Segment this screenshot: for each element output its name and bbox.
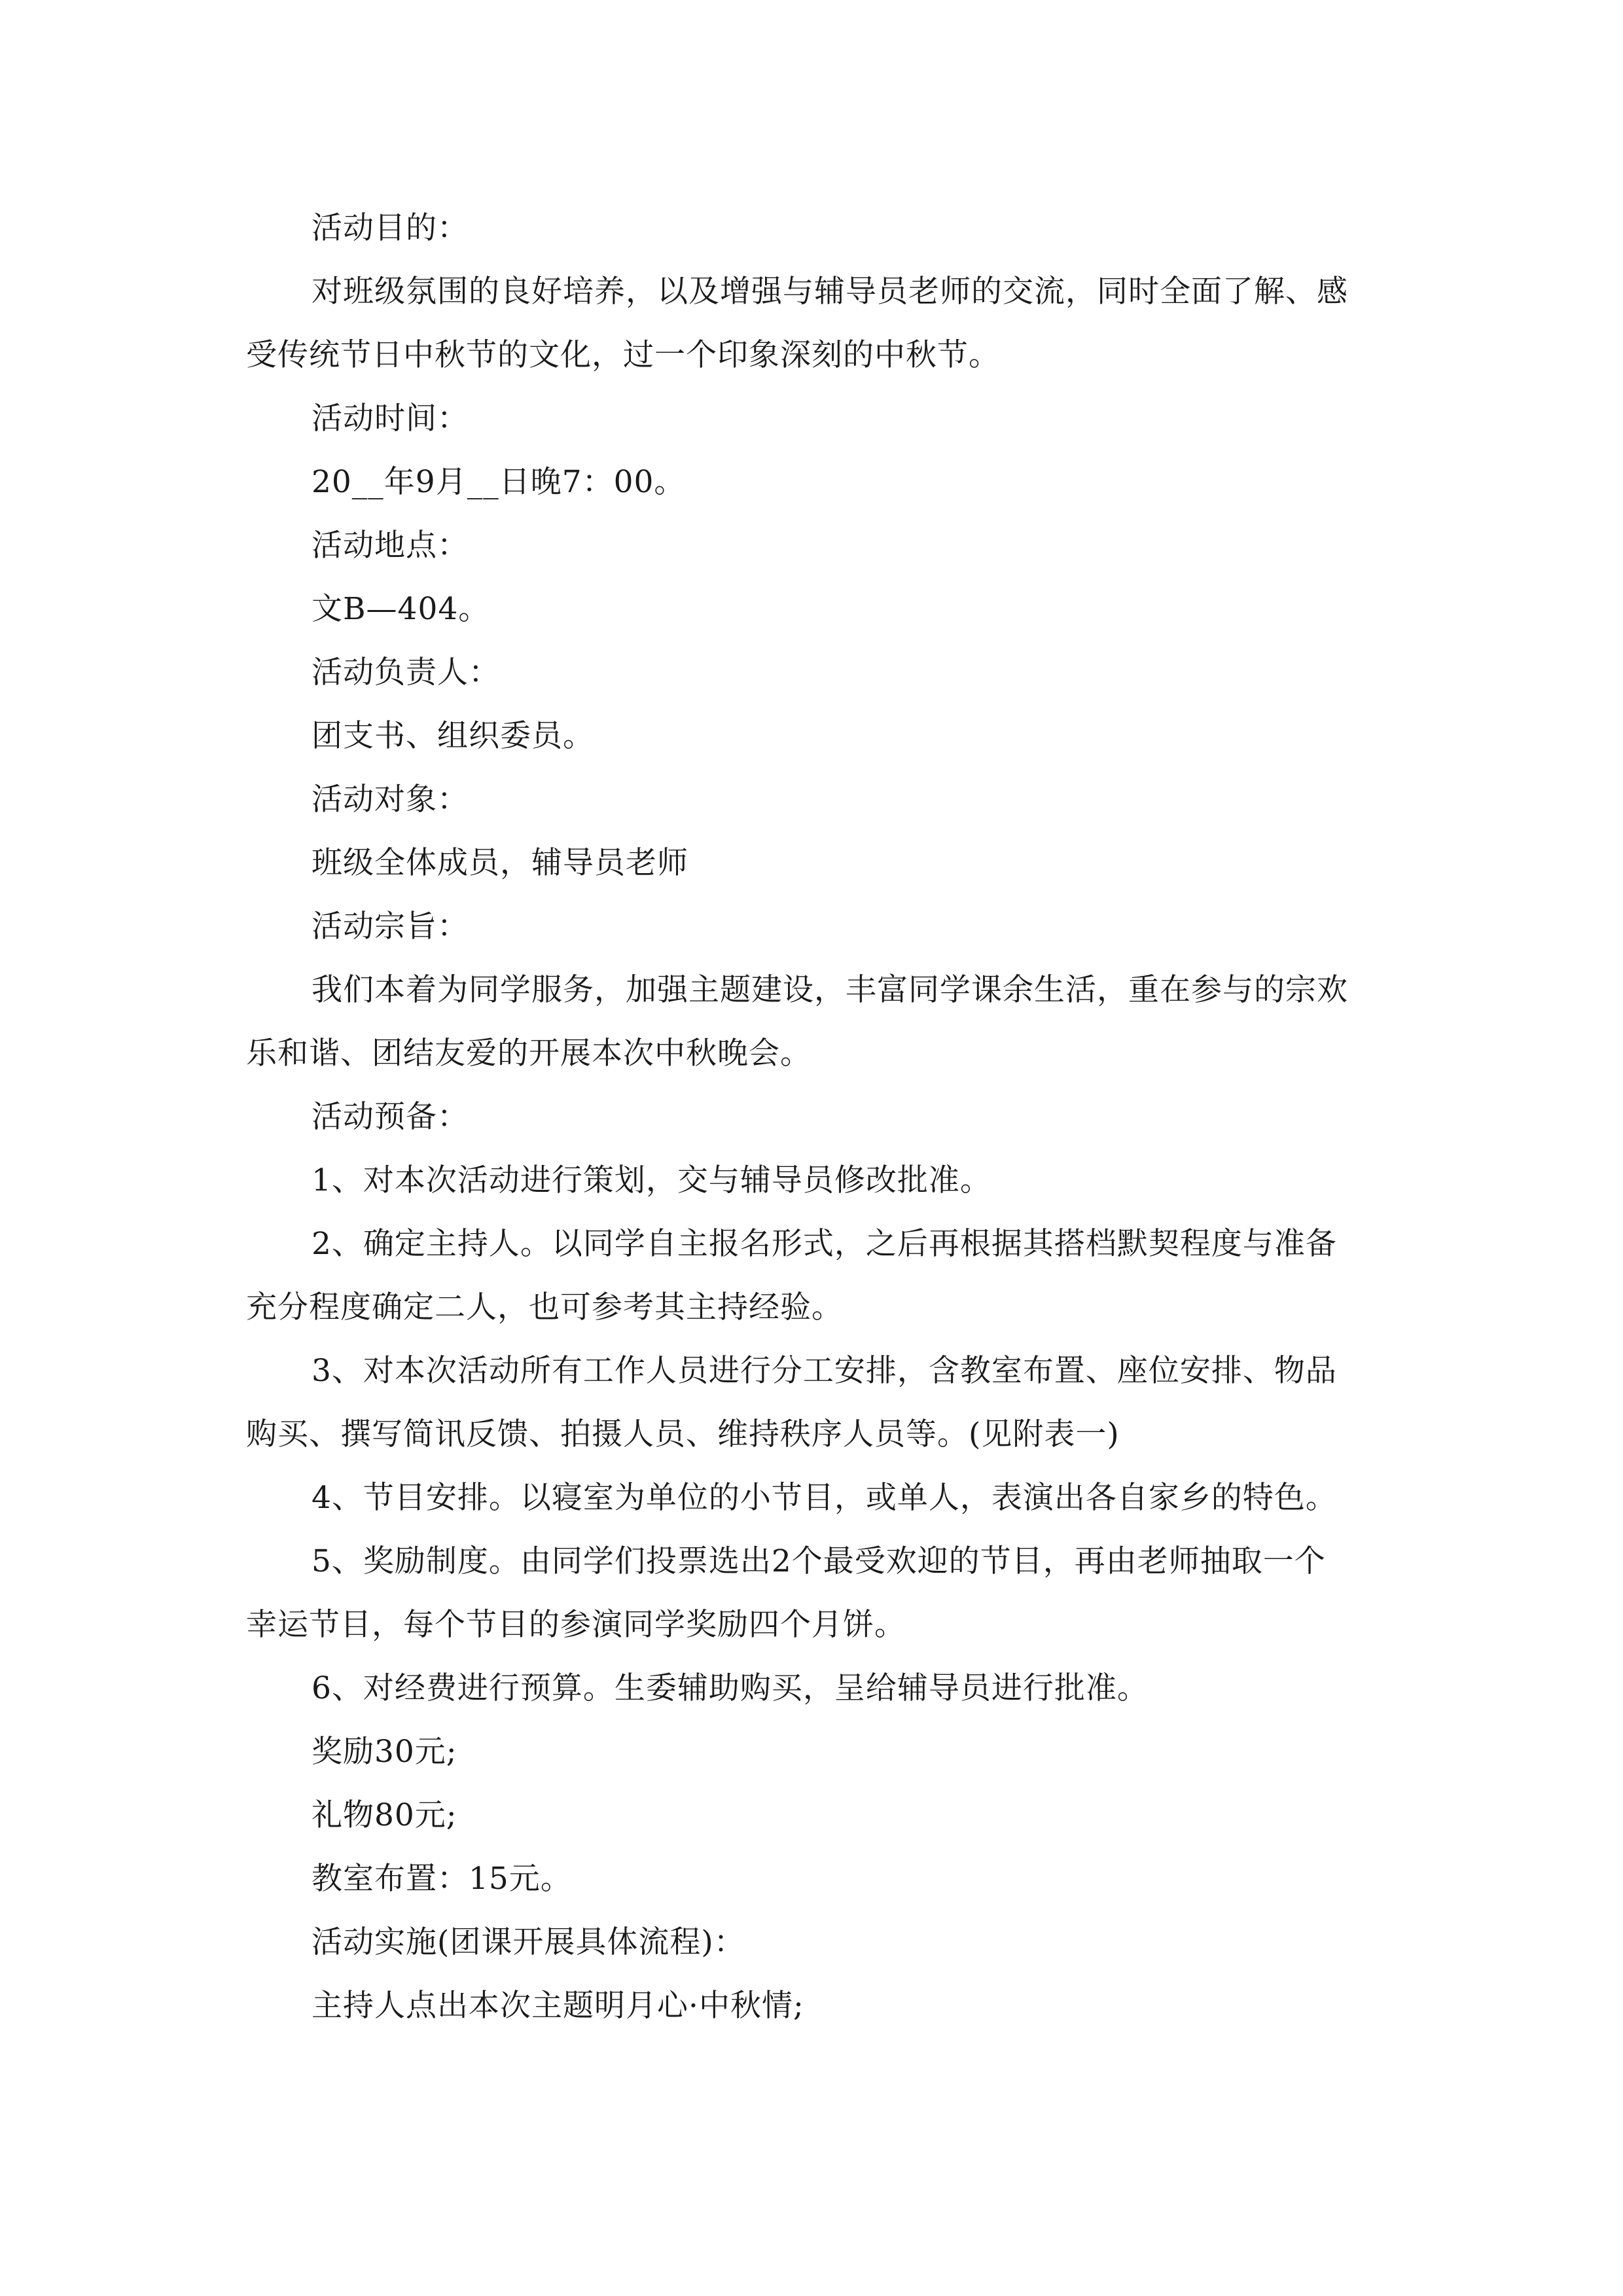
- heading-aim: 活动宗旨：: [312, 908, 469, 944]
- heading-purpose: 活动目的：: [312, 210, 469, 246]
- location-text: 文B—404。: [312, 591, 490, 627]
- person-in-charge-text: 团支书、组织委员。: [312, 718, 594, 754]
- implementation-text: 主持人点出本次主题明月心·中秋情;: [312, 1988, 804, 2024]
- heading-implementation: 活动实施(团课开展具体流程)：: [312, 1924, 745, 1960]
- preparation-item-3-line-1: 3、对本次活动所有工作人员进行分工安排，含教室布置、座位安排、物品: [312, 1353, 1337, 1389]
- preparation-item-2-line-1: 2、确定主持人。以同学自主报名形式，之后再根据其搭档默契程度与准备: [312, 1226, 1337, 1262]
- aim-text-line-1: 我们本着为同学服务，加强主题建设，丰富同学课余生活，重在参与的宗欢: [312, 972, 1348, 1008]
- aim-text-line-2: 乐和谐、团结友爱的开展本次中秋晚会。: [246, 1035, 812, 1071]
- purpose-text-line-1: 对班级氛围的良好培养，以及增强与辅导员老师的交流，同时全面了解、感: [312, 274, 1348, 310]
- budget-classroom: 教室布置：15元。: [312, 1861, 572, 1897]
- heading-location: 活动地点：: [312, 528, 469, 564]
- heading-audience: 活动对象：: [312, 781, 469, 817]
- preparation-item-5-line-1: 5、奖励制度。由同学们投票选出2个最受欢迎的节目，再由老师抽取一个: [312, 1543, 1326, 1579]
- time-text: 20__年9月__日晚7：00。: [312, 464, 686, 500]
- audience-text: 班级全体成员，辅导员老师: [312, 845, 688, 881]
- purpose-text-line-2: 受传统节日中秋节的文化，过一个印象深刻的中秋节。: [246, 337, 1000, 373]
- heading-preparation: 活动预备：: [312, 1099, 469, 1135]
- heading-person-in-charge: 活动负责人：: [312, 655, 500, 691]
- preparation-item-1: 1、对本次活动进行策划，交与辅导员修改批准。: [312, 1162, 991, 1198]
- preparation-item-2-line-2: 充分程度确定二人，也可参考其主持经验。: [246, 1289, 843, 1325]
- document-body: [246, 196, 1378, 2037]
- preparation-item-4: 4、节目安排。以寝室为单位的小节目，或单人，表演出各自家乡的特色。: [312, 1480, 1337, 1516]
- budget-gift: 礼物80元;: [312, 1797, 457, 1833]
- preparation-item-6: 6、对经费进行预算。生委辅助购买，呈给辅导员进行批准。: [312, 1670, 1149, 1706]
- heading-time: 活动时间：: [312, 401, 469, 437]
- preparation-item-3-line-2: 购买、撰写简讯反馈、拍摄人员、维持秩序人员等。(见附表一): [246, 1416, 1120, 1452]
- preparation-item-5-line-2: 幸运节目，每个节目的参演同学奖励四个月饼。: [246, 1607, 906, 1643]
- budget-reward: 奖励30元;: [312, 1734, 457, 1770]
